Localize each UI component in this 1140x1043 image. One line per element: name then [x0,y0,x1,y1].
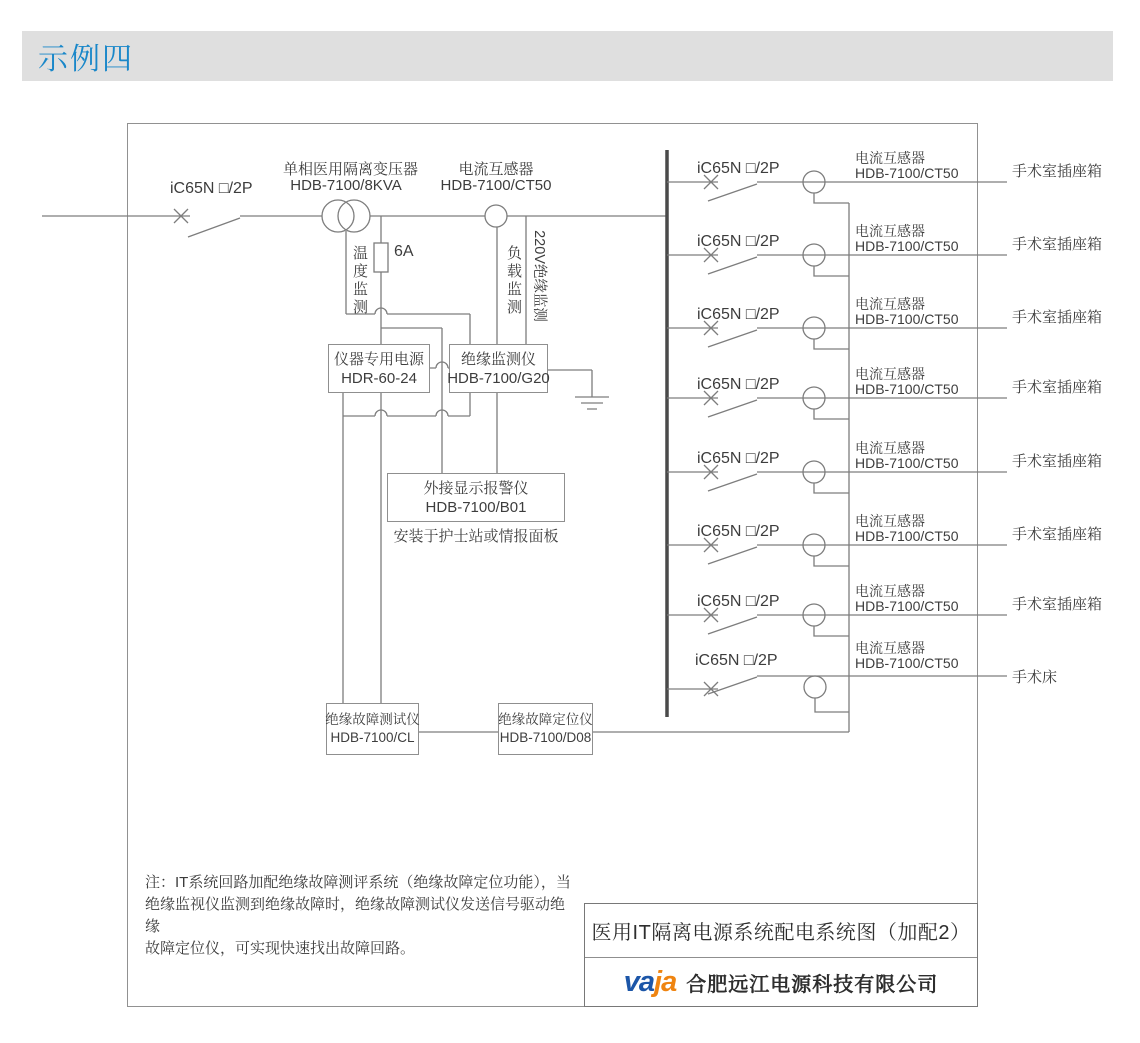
branch-ct-line2: HDB-7100/CT50 [855,598,959,614]
branch-load-label: 手术室插座箱 [1012,236,1103,253]
temperature-monitor-label: 温度监测 [351,245,368,317]
branch-ct-label [855,584,959,614]
instrument-power-box [328,344,430,393]
branch-breaker-label: iC65N □/2P [697,523,780,540]
company-name: 合肥远江电源科技有限公司 [686,973,939,996]
branch-ct-line2: HDB-7100/CT50 [855,165,959,181]
page-title: 示例四 [38,43,134,76]
fault-locator-line2: HDB-7100/D08 [499,730,592,745]
title-block [584,903,978,1007]
main-ct-label-line2: HDB-7100/CT50 [440,177,552,194]
branch-ct-line1: 电流互感器 [855,223,925,239]
branch-load-label: 手术床 [1012,669,1058,686]
fault-locator-box [498,703,593,755]
branch-load-label: 手术室插座箱 [1012,526,1103,543]
branch-ct-line1: 电流互感器 [855,150,925,166]
insulation-monitor-label: 220V绝缘监测 [531,230,547,322]
transformer-label-line2: HDB-7100/8KVA [290,177,402,194]
branch-ct-label [855,441,959,471]
fault-locator-line1: 绝缘故障定位仪 [498,712,593,727]
branch-ct-line1: 电流互感器 [855,513,925,529]
header-bar [22,31,1113,81]
diagram-note [145,872,575,960]
branch-ct-label [855,224,959,254]
fuse-label: 6A [394,243,414,260]
fault-tester-line2: HDB-7100/CL [330,730,415,745]
branch-load-label: 手术室插座箱 [1012,163,1103,180]
branch-breaker-label: iC65N □/2P [695,652,778,669]
branch-breaker-label: iC65N □/2P [697,450,780,467]
logo-part-blue: va [623,965,655,998]
instrument-power-line2: HDR-60-24 [341,369,417,387]
logo-part-orange: ja [654,965,677,998]
main-ct-label [433,162,559,194]
branch-ct-label [855,514,959,544]
note-line3: 故障定位仪，可实现快速找出故障回路。 [145,940,416,957]
branch-load-label: 手术室插座箱 [1012,379,1103,396]
branch-ct-line2: HDB-7100/CT50 [855,311,959,327]
main-breaker-label: iC65N □/2P [170,180,253,197]
fault-tester-line1: 绝缘故障测试仪 [325,712,420,727]
insulation-monitor-line2: HDB-7100/G20 [447,369,550,387]
instrument-power-line1: 仪器专用电源 [333,350,424,368]
branch-breaker-label: iC65N □/2P [697,306,780,323]
note-line2: 绝缘监视仪监测到绝缘故障时，绝缘故障测试仪发送信号驱动绝缘 [145,896,566,935]
branch-ct-label [855,151,959,181]
branch-load-label: 手术室插座箱 [1012,596,1103,613]
branch-ct-line2: HDB-7100/CT50 [855,455,959,471]
insulation-monitor-line1: 绝缘监测仪 [460,350,536,368]
alarm-display-note: 安装于护士站或情报面板 [393,528,559,545]
transformer-label [283,161,419,194]
branch-ct-line1: 电流互感器 [855,440,925,456]
transformer-label-line1: 单相医用隔离变压器 [283,161,419,178]
branch-load-label: 手术室插座箱 [1012,309,1103,326]
branch-ct-label [855,367,959,397]
branch-ct-line1: 电流互感器 [855,583,925,599]
company-row [585,958,977,1006]
branch-ct-line2: HDB-7100/CT50 [855,528,959,544]
company-logo [623,965,677,998]
branch-ct-line1: 电流互感器 [855,366,925,382]
alarm-display-box [387,473,565,522]
insulation-monitor-box [449,344,548,393]
branch-ct-line2: HDB-7100/CT50 [855,381,959,397]
load-monitor-label: 负载监测 [505,245,522,317]
branch-load-label: 手术室插座箱 [1012,453,1103,470]
alarm-display-line1: 外接显示报警仪 [423,479,529,497]
branch-ct-line1: 电流互感器 [855,640,925,656]
branch-ct-label [855,297,959,327]
branch-ct-line2: HDB-7100/CT50 [855,238,959,254]
fault-tester-box [326,703,419,755]
branch-ct-label [855,641,959,671]
drawing-title: 医用IT隔离电源系统配电系统图（加配2） [585,904,977,958]
branch-breaker-label: iC65N □/2P [697,376,780,393]
branch-breaker-label: iC65N □/2P [697,233,780,250]
branch-breaker-label: iC65N □/2P [697,160,780,177]
alarm-display-line2: HDB-7100/B01 [425,498,527,516]
branch-breaker-label: iC65N □/2P [697,593,780,610]
branch-ct-line2: HDB-7100/CT50 [855,655,959,671]
note-line1: 注：IT系统回路加配绝缘故障测评系统（绝缘故障定位功能），当 [145,874,571,891]
main-ct-label-line1: 电流互感器 [458,161,534,178]
branch-ct-line1: 电流互感器 [855,296,925,312]
